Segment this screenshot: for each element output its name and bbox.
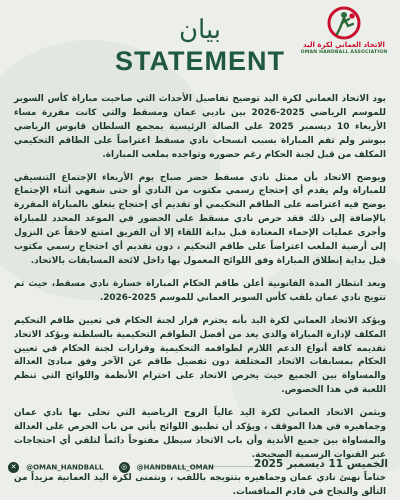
paragraph-clarification: ويوضح الاتحاد بأن ممثل نادي مسقط حضر صباح يوم الأربعاء الإجتماع التنسيقي للمباراة ولم يقدم أي إحتجاج رسمي مكتوب من النادي أو حتى شفهي أثناء الإجتماع يوضح فيه اعتراضه على الطاقم التحكيمي أو تقديم أي إحتجاج يتعلق بالمباراة المقررة بالإضافة إلى ذلك فقد حرص نادي مسقط على الحضور في الموعد المحدد للمباراة وأجرى عمليات الإحماء المعتادة قبل بداية اللقاء إلا أن الفريق امتنع لاحقاً عن النزول إلى أرضية الملعب اعتراضاً على طاقم التحكيم ، دون تقديم أي احتجاج رسمي مكتوب قبل بداية إنطلاق المباراة وفق اللوائح المعمول بها داخل لائحة المسابقات بالاتحاد.: [14, 172, 386, 266]
association-logo: [298, 6, 390, 66]
statement-date: الخميس 11 ديسمبر 2025: [254, 458, 388, 470]
logo-name-ar: الاتحاد العماني لكرة اليد: [303, 41, 385, 49]
footer: [0, 452, 400, 500]
paragraph-result: وبعد انتظار المدة القانونية أعلن طاقم الحكام المباراة خسارة نادي مسقط، حيث تم تتويج نادي عمان بلقب كأس السوبر العماني للموسم 2025-2026.: [14, 278, 386, 303]
social-link-x[interactable]: [8, 457, 103, 476]
page-title-ar: بيان: [178, 15, 222, 45]
paragraph-closing: ختاماً نهنئ نادي عمان وجماهيره بتتويجه باللقب ، ونتمنى لكرة اليد العمانية مزيداً من التألق والنجاح في قادم المنافسات.: [14, 472, 386, 497]
social-handle-x: @OMAN_HANDBALL: [26, 463, 104, 472]
page-title-en: STATEMENT: [115, 46, 285, 76]
x-icon: ✕: [8, 462, 19, 473]
instagram-icon: ◎: [119, 462, 130, 473]
paragraph-intro: يود الاتحاد العماني لكرة اليد توضيح تفاصيل الأحداث التي صاحبت مباراة كأس السوبر للموسم الرياضي 2025-2026 بين ناديي عمان ومسقط والتي كانت مقررة مساء الأربعاء 10 ديسمبر 2025 على الصالة الرئيسية بمجمع السلطان قابوس الرياضي ببوشر ولم تقم المباراة بسبب انسحاب نادي مسقط اعتراضاً على الطاقم التحكيمي المكلف من قبل لجنة الحكام رغم حضوره وتواجده بملعب المباراة.: [14, 94, 387, 160]
social-links: [8, 456, 224, 472]
handball-logo-icon: [327, 6, 361, 40]
social-link-instagram[interactable]: [119, 457, 214, 476]
header: [0, 0, 400, 78]
paragraph-referees: ويؤكد الاتحاد العماني لكرة اليد بأنه يحترم قرار لجنة الحكام في تعيين طاقم التحكيم المكلف لإدارة المباراة والذي يعد من أفضل الطواقم التحكيمية بالسلطنة ويؤكد الاتحاد تقديمه كافة أنواع الدعم اللازم لطواقمه التحكيمية وقرارات لجنة الحكام في تعيين الحكام بمسابقات الاتحاد المختلفة دون تفضيل طاقم عن الآخر وفق مبادئ العدالة والمساواة بين الجميع حيث يحرص الاتحاد على احترام الأنظمة واللوائح التي تنظم اللعبة في هذا الخصوص.: [14, 315, 386, 396]
logo-name-en: OMAN HANDBALL ASSOCIATION: [300, 50, 388, 55]
paragraph-appreciation: ويثمن الاتحاد العماني لكرة اليد عالياً الروح الرياضية التي تحلى بها نادي عمان وجماهيره في هذا الموقف ، ويؤكد أن تطبيق اللوائح يأتي من باب الحرص على العدالة والمساواة بين جميع الأندية وأن باب الاتحاد سيظل مفتوحاً دائماً لتلقي أي احتجاجات عبر القنوات الرسمية الصحيحة.: [14, 408, 386, 460]
social-handle-instagram: @HANDBALL_OMAN: [136, 463, 214, 472]
